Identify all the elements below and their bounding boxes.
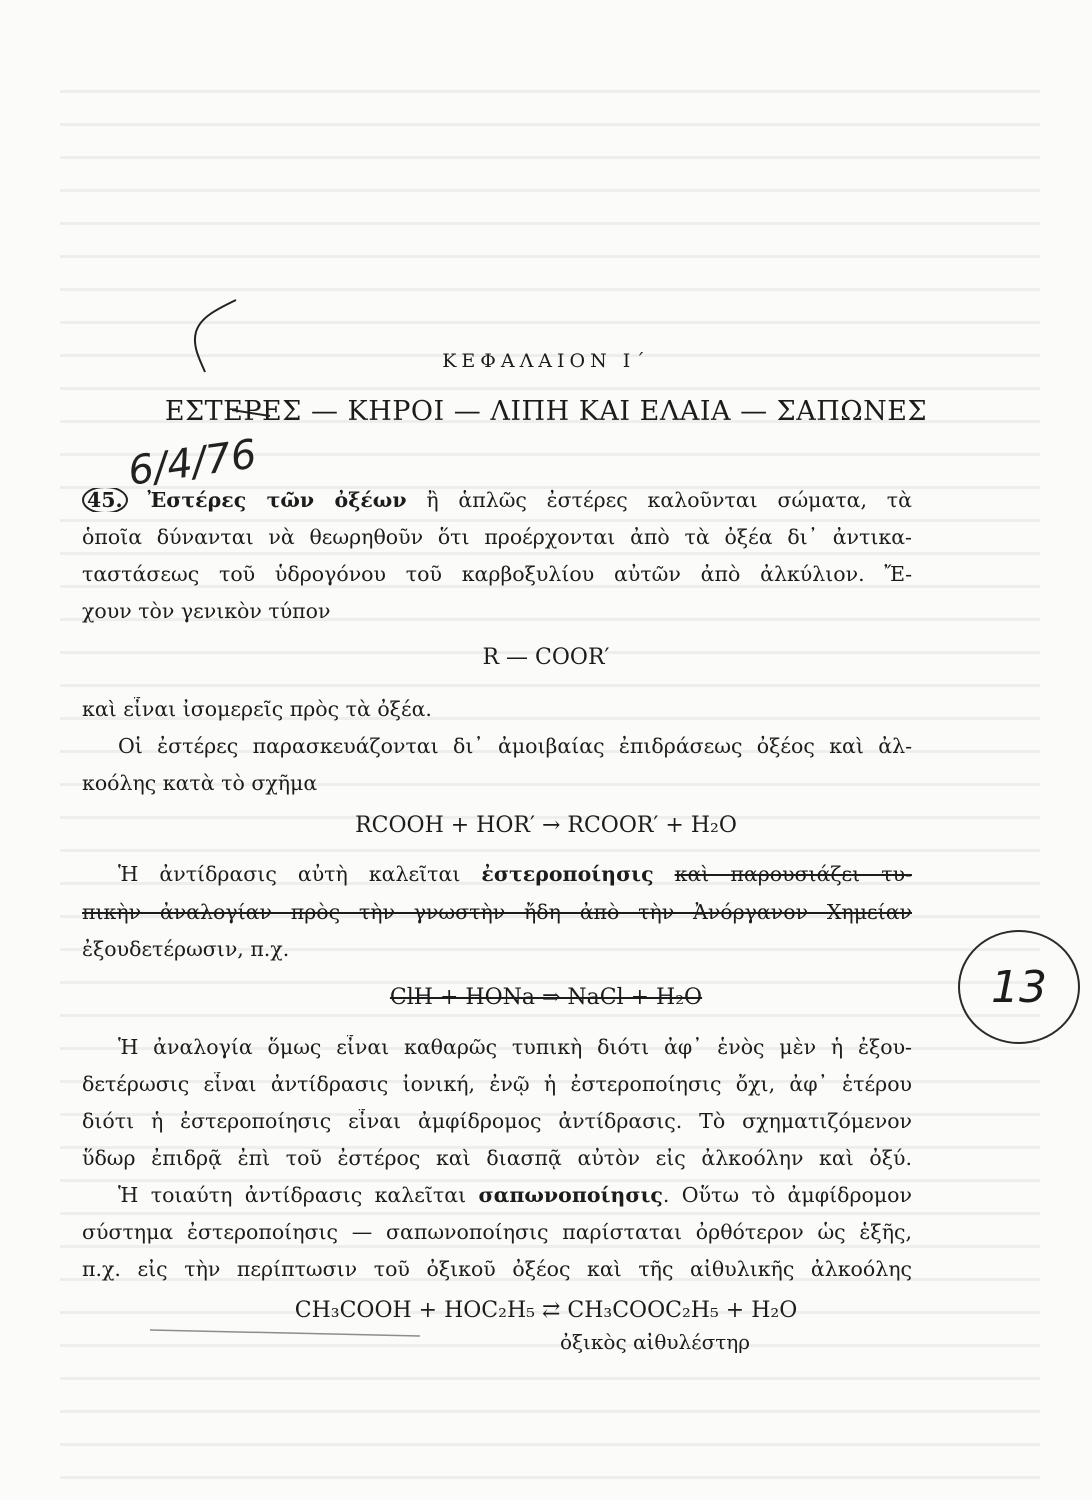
para5-start: Ἡ τοιαύτη ἀντίδρασις καλεῖται (118, 1183, 467, 1207)
body-line: πικὴν ἀναλογίαν πρὸς τὴν γνωστὴν ἤδη ἀπὸ τὴν Ἀνόργανον Χημείαν (82, 900, 912, 924)
formula-esterification: RCOOH + HOR′ → RCOOR′ + H₂O (355, 813, 737, 838)
formula-general: R — COOR′ (482, 645, 610, 670)
section-number: 45. (82, 488, 128, 512)
body-line: ὕδωρ ἐπιδρᾷ ἐπὶ τοῦ ἐστέρος καὶ διασπᾷ αὐτὸν εἰς ἀλκοόλην καὶ ὀξύ. (82, 1146, 912, 1170)
chapter-heading: ΚΕΦΑΛΑΙΟΝ Ι΄ (442, 350, 650, 372)
section-heading: Ἐστέρες τῶν ὀξέων (147, 488, 407, 512)
body-line: σύστημα ἐστεροποίησις — σαπωνοποίησις παρίσταται ὀρθότερον ὡς ἑξῆς, (82, 1220, 912, 1244)
chapter-title: ΕΣΤΕΡΕΣ — ΚΗΡΟΙ — ΛΙΠΗ ΚΑΙ ΕΛΑΙΑ — ΣΑΠΩΝΕΣ (164, 396, 928, 427)
pencil-underline-mark (232, 410, 270, 416)
body-line: ἐξουδετέρωσιν, π.χ. (82, 937, 290, 961)
pencil-bracket-mark (195, 300, 236, 372)
section-line-0: ἢ ἁπλῶς ἐστέρες καλοῦνται σώματα, τὰ (426, 488, 912, 512)
para3-start: Ἡ ἀντίδρασις αὐτὴ καλεῖται (118, 862, 461, 886)
body-line: καὶ εἶναι ἰσομερεῖς πρὸς τὰ ὀξέα. (82, 697, 432, 721)
body-line: χουν τὸν γενικὸν τύπον (82, 599, 331, 623)
body-line: π.χ. εἰς τὴν περίπτωσιν τοῦ ὀξικοῦ ὀξέος καὶ τῆς αἰθυλικῆς ἀλκοόλης (82, 1257, 912, 1281)
handwritten-page-number: 13 (958, 930, 1080, 1044)
formula-acetate: CH₃COOH + HOC₂H₅ ⇄ CH₃COOC₂H₅ + H₂O (294, 1298, 798, 1323)
handwritten-date: 6/4/76 (125, 431, 260, 495)
formula-neutralization: ClH + HONa ⇒ NaCl + H₂O (389, 985, 703, 1010)
body-line: διότι ἡ ἐστεροποίησις εἶναι ἀμφίδρομος ἀντίδρασις. Τὸ σχηματιζόμενον (82, 1109, 912, 1133)
faint-pencil-stroke (150, 1330, 420, 1336)
body-line: δετέρωσις εἶναι ἀντίδρασις ἰονική, ἐνῷ ἡ ἐστεροποίησις ὄχι, ἀφ᾽ ἑτέρου (82, 1072, 912, 1096)
body-line: ταστάσεως τοῦ ὑδρογόνου τοῦ καρβοξυλίου αὐτῶν ἀπὸ ἀλκύλιον. Ἔ- (82, 562, 912, 586)
body-line: Οἱ ἐστέρες παρασκευάζονται δι᾽ ἀμοιβαίας ἐπιδράσεως ὀξέος καὶ ἀλ- (118, 734, 912, 758)
body-line: ὁποῖα δύνανται νὰ θεωρηθοῦν ὅτι προέρχονται ἀπὸ τὰ ὀξέα δι᾽ ἀντικα- (82, 525, 912, 549)
term-saponification: σαπωνοποίησις (478, 1183, 663, 1207)
para3-end: καὶ παρουσιάζει τυ- (674, 862, 912, 886)
body-line: Ἡ ἀναλογία ὅμως εἶναι καθαρῶς τυπικὴ διότι ἀφ᾽ ἑνὸς μὲν ἡ ἐξου- (118, 1035, 912, 1059)
para5-end: . Οὕτω τὸ ἀμφίδρομον (662, 1183, 912, 1207)
term-esterification: ἐστεροποίησις (481, 862, 654, 886)
formula-label: ὀξικὸς αἰθυλέστηρ (560, 1330, 751, 1354)
body-line: κοόλης κατὰ τὸ σχῆμα (82, 771, 318, 795)
